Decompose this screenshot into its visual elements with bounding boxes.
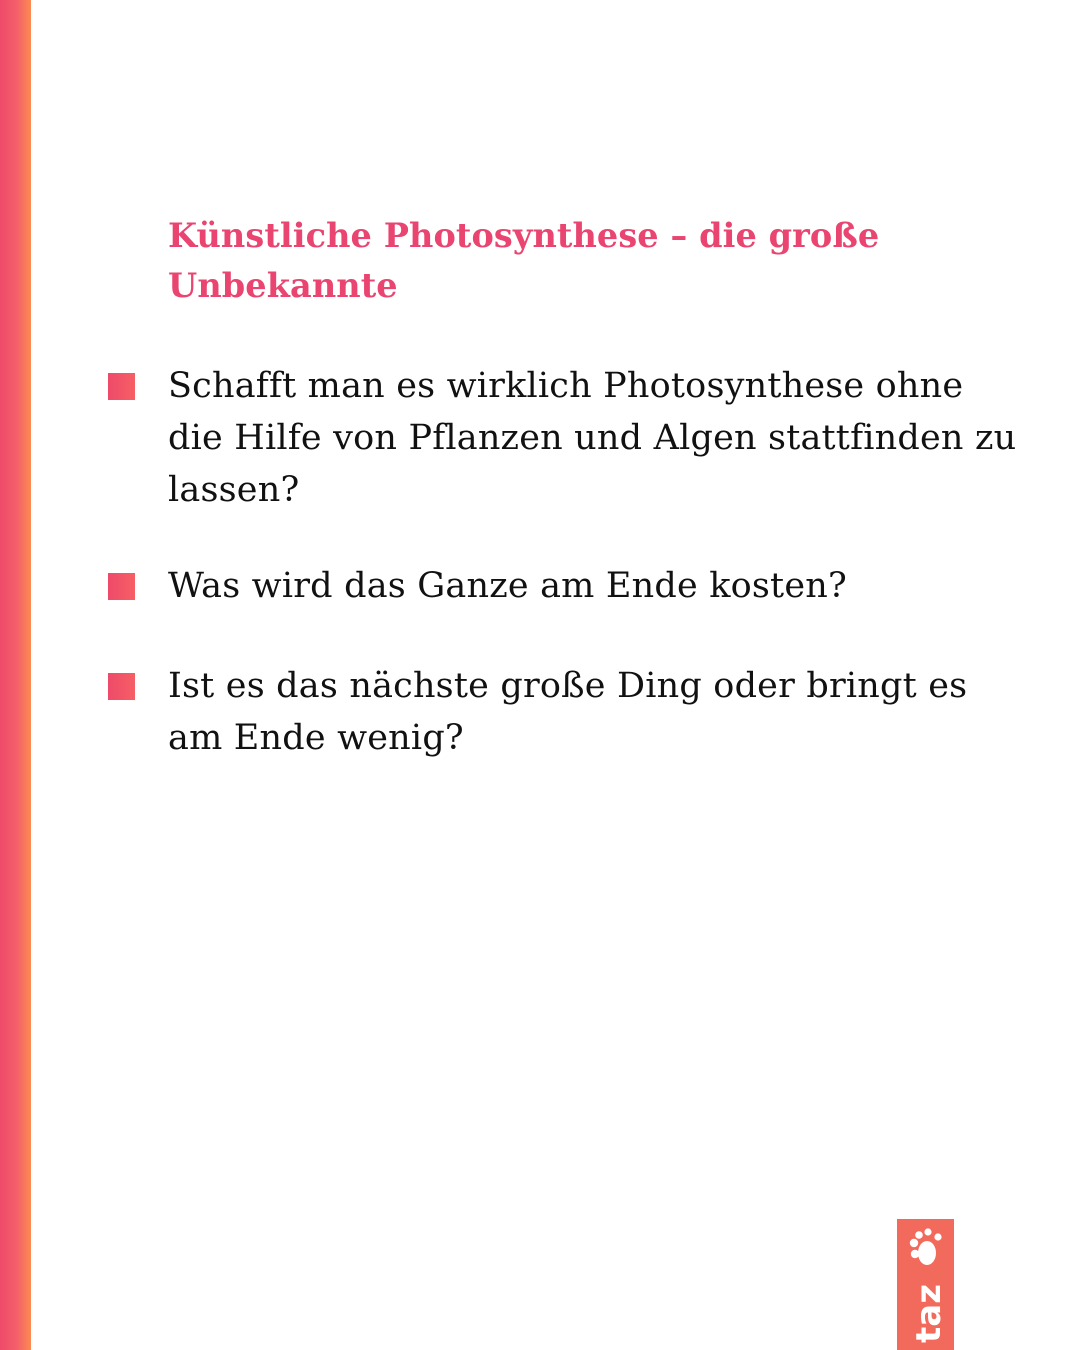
- list-item: [168, 560, 1028, 612]
- list-item: [168, 660, 1028, 764]
- taz-logo: [897, 1219, 954, 1350]
- headline: Künstliche Photosynthese – die große Unbekannte: [168, 216, 880, 305]
- accent-side-bar: [0, 0, 31, 1350]
- list-item: [168, 360, 1028, 516]
- square-bullet-icon: [108, 673, 135, 700]
- list-item-text: Ist es das nächste große Ding oder bringt es am Ende wenig?: [168, 666, 968, 758]
- logo-text: taz: [909, 1284, 949, 1343]
- list-item-text: Schafft man es wirklich Photosynthese ohne die Hilfe von Pflanzen und Algen stattfinden zu lassen?: [168, 366, 1017, 510]
- paw-icon: [910, 1228, 942, 1265]
- square-bullet-icon: [108, 373, 135, 400]
- list-item-text: Was wird das Ganze am Ende kosten?: [168, 566, 847, 606]
- square-bullet-icon: [108, 573, 135, 600]
